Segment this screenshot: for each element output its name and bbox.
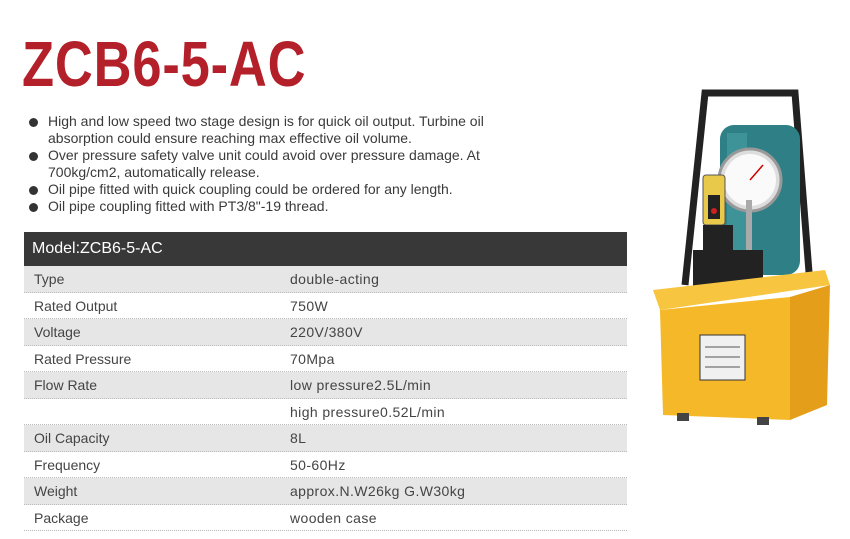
spec-label: Flow Rate: [34, 377, 98, 393]
table-row: [24, 319, 627, 346]
spec-value: 750W: [290, 297, 329, 314]
table-row: [24, 452, 627, 479]
table-row: [24, 372, 627, 399]
feature-item: Over pressure safety valve unit could avoid over pressure damage. At 700kg/cm2, automatically release.: [28, 147, 548, 181]
table-row: [24, 425, 627, 452]
spec-value: high pressure0.52L/min: [290, 403, 446, 420]
spec-label: Weight: [34, 483, 78, 499]
spec-label: Rated Pressure: [34, 350, 132, 367]
table-row: [24, 266, 627, 293]
feature-list: [28, 113, 548, 215]
spec-value: 220V/380V: [290, 324, 363, 340]
hydraulic-pump-image: [645, 85, 835, 435]
spec-value: double-acting: [290, 271, 380, 287]
table-row: [24, 293, 627, 320]
table-row: [24, 346, 627, 373]
spec-value: low pressure2.5L/min: [290, 377, 432, 393]
spec-label: Voltage: [34, 324, 81, 340]
table-row: [24, 478, 627, 505]
spec-label: Type: [34, 271, 65, 287]
spec-value: 50-60Hz: [290, 456, 346, 473]
feature-item: High and low speed two stage design is for quick oil output. Turbine oil absorption could ensure reaching max effective oil volume.: [28, 113, 548, 147]
feature-item: Oil pipe coupling fitted with PT3/8"-19 thread.: [28, 198, 548, 215]
table-row: [24, 399, 627, 426]
spec-value: 70Mpa: [290, 350, 335, 367]
spec-value: approx.N.W26kg G.W30kg: [290, 483, 466, 499]
product-title: ZCB6-5-AC: [22, 28, 307, 100]
spec-value: 8L: [290, 430, 307, 446]
table-row: [24, 505, 627, 532]
spec-value: wooden case: [290, 509, 377, 526]
spec-label: Rated Output: [34, 297, 118, 314]
spec-table: [24, 232, 627, 531]
spec-label: Package: [34, 509, 89, 526]
spec-label: Frequency: [34, 456, 101, 473]
feature-item: Oil pipe fitted with quick coupling could be ordered for any length.: [28, 181, 548, 198]
spec-label: Oil Capacity: [34, 430, 110, 446]
spec-table-header: Model:ZCB6-5-AC: [24, 232, 627, 266]
